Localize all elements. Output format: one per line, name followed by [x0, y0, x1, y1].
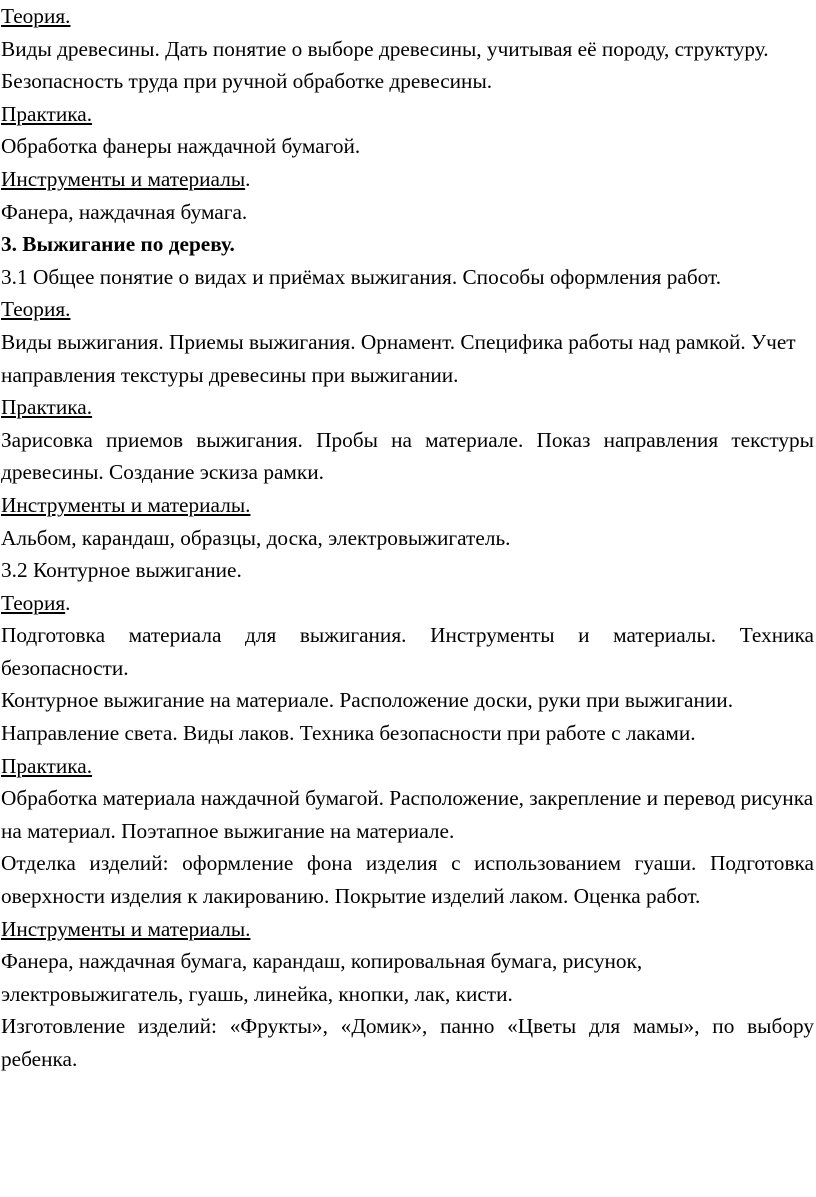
heading-theory-label: Теория.: [1, 4, 71, 28]
heading-theory-2: [1, 293, 814, 326]
subsection-3-2: 3.2 Контурное выжигание.: [1, 558, 242, 583]
paragraph-finishing: Отделка изделий: оформление фона изделия с использованием гуаши. Подготовка оверхности изделия к лакированию. Покрытие изделий лаком. Оценка работ.: [1, 851, 814, 909]
paragraph-contour-burning: Контурное выжигание на материале. Расположение доски, руки при выжигании.: [1, 688, 734, 713]
paragraph-wood-types: Виды древесины. Дать понятие о выборе древесины, учитывая её породу, структуру.: [1, 36, 769, 61]
paragraph-safety: Безопасность труда при ручной обработке древесины.: [1, 69, 493, 94]
heading-practice-3: [1, 750, 814, 783]
heading-practice-label: Практика.: [1, 101, 93, 126]
section-title-wood-burning: 3. Выжигание по дереву.: [1, 232, 235, 257]
paragraph-album-tools: Альбом, карандаш, образцы, доска, электровыжигатель.: [1, 525, 511, 550]
paragraph-material-processing: Обработка материала наждачной бумагой. Расположение, закрепление и перевод рисунка на материал. Поэтапное выжигание на материале.: [1, 786, 814, 843]
heading-tools-materials-3-label: Инструменты и материалы.: [1, 916, 251, 941]
heading-theory-2-label: Теория.: [1, 297, 71, 322]
heading-theory: [1, 0, 814, 33]
paragraph-sketching: Зарисовка приемов выжигания. Пробы на материале. Показ направления текстуры древесины. Создание эскиза рамки.: [1, 427, 814, 485]
heading-tools-materials-3: [1, 913, 814, 946]
heading-tools-materials-2-label: Инструменты и материалы.: [1, 492, 251, 517]
paragraph-material-prep: Подготовка материала для выжигания. Инструменты и материалы. Техника безопасности.: [1, 623, 814, 680]
paragraph-light-direction: Направление света. Виды лаков. Техника безопасности при работе с лаками.: [1, 721, 696, 746]
heading-theory-3: [1, 587, 814, 620]
subsection-3-1: 3.1 Общее понятие о видах и приёмах выжигания. Способы оформления работ.: [1, 264, 722, 289]
heading-tools-materials-label: Инструменты и материалы: [1, 166, 246, 191]
paragraph-materials-list: Фанера, наждачная бумага, карандаш, копировальная бумага, рисунок, электровыжигатель, гуашь, линейка, кнопки, лак, кисти.: [1, 949, 643, 1006]
heading-practice-3-label: Практика.: [1, 753, 93, 778]
heading-theory-3-label: Теория: [1, 590, 66, 615]
paragraph-burning-types: Виды выжигания. Приемы выжигания. Орнамент. Специфика работы над рамкой. Учет: [1, 329, 796, 354]
heading-theory-3-suffix: .: [65, 590, 71, 615]
heading-practice-2-label: Практика.: [1, 395, 93, 420]
heading-tools-materials-suffix: .: [245, 166, 251, 191]
heading-practice-2: [1, 391, 814, 424]
heading-practice: [1, 98, 814, 131]
paragraph-texture-direction: направления текстуры древесины при выжигании.: [1, 362, 459, 387]
paragraph-plywood-processing: Обработка фанеры наждачной бумагой.: [1, 134, 361, 159]
paragraph-plywood-sandpaper: Фанера, наждачная бумага.: [1, 199, 248, 224]
heading-tools-materials-2: [1, 489, 814, 522]
heading-tools-materials: [1, 163, 814, 196]
paragraph-products: Изготовление изделий: «Фрукты», «Домик», панно «Цветы для мамы», по выбору ребенка.: [1, 1014, 814, 1071]
